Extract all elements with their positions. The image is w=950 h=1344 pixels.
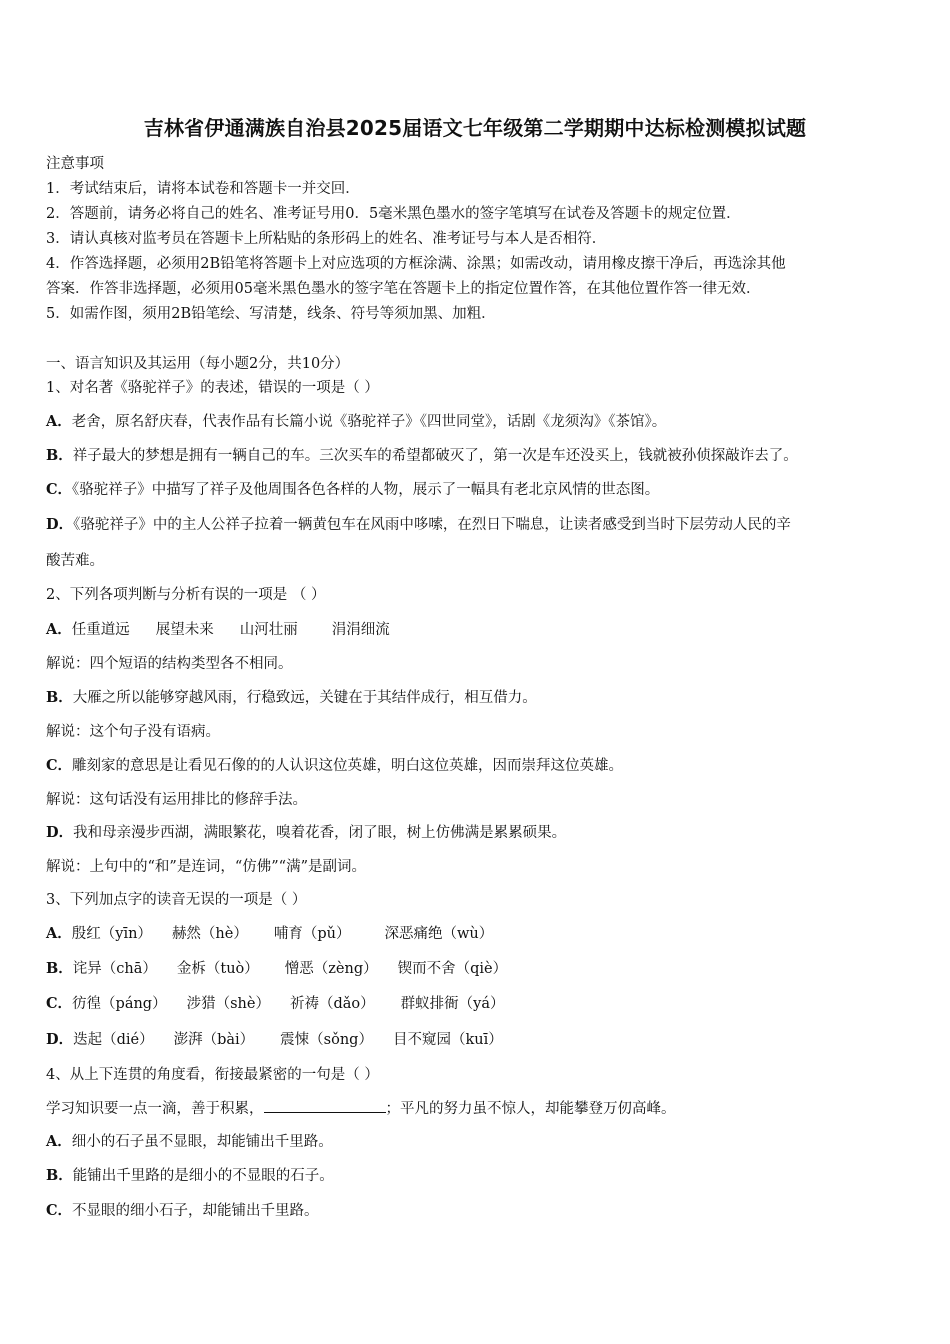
option-text: 大雁之所以能够穿越风雨，行稳致远，关键在于其结伴成行，相互借力。: [72, 690, 537, 706]
q1-stem: 1、对名著《骆驼祥子》的表述，错误的一项是（ ）: [46, 380, 379, 396]
q2-note-b: 解说：这个句子没有语病。: [46, 724, 220, 740]
option-text: 我和母亲漫步西湖，满眼繁花，嗅着花香，闭了眼，树上仿佛满是累累硕果。: [73, 825, 567, 841]
word: 展望未来: [155, 622, 214, 638]
q2-note-c: 解说：这句话没有运用排比的修辞手法。: [46, 792, 307, 808]
option-label: B．: [46, 447, 73, 464]
word: 金柝（tuò）: [176, 961, 259, 977]
option-label: D．: [46, 1031, 74, 1048]
notice-item-2: 2．答题前，请务必将自己的姓名、准考证号用0．5毫米黑色墨水的签字笔填写在试卷及答题卡的规定位置．: [46, 206, 741, 222]
option-label: A．: [46, 925, 72, 942]
word: 哺育（pǔ）: [273, 926, 351, 942]
sentence-pre: 学习知识要一点一滴，善于积累，: [46, 1101, 264, 1117]
option-text: 《骆驼祥子》中描写了祥子及他周围各色各样的人物，展示了一幅具有老北京风情的世态图。: [72, 482, 660, 498]
sentence-post: ；平凡的努力虽不惊人，却能攀登万仞高峰。: [385, 1101, 676, 1117]
q3-stem: 3、下列加点字的读音无误的一项是（ ）: [46, 892, 307, 908]
word: 涉猎（shè）: [186, 996, 270, 1012]
notice-item-1: 1．考试结束后，请将本试卷和答题卡一并交回．: [46, 181, 360, 197]
word: 山河壮丽: [239, 622, 298, 638]
q3-option-c: [46, 992, 504, 1013]
word: 澎湃（bài）: [173, 1032, 255, 1048]
q4-sentence: [46, 1097, 676, 1118]
word: 锲而不舍（qiè）: [397, 961, 508, 977]
word: 目不窥园（kuī）: [392, 1032, 503, 1048]
option-text: 能铺出千里路的是细小的不显眼的石子。: [72, 1168, 334, 1184]
option-label: B．: [46, 1167, 73, 1184]
q1-option-b: [46, 444, 798, 465]
notice-item-4-cont: 答案．作答非选择题，必须用05毫米黑色墨水的签字笔在答题卡上的指定位置作答，在其他位置作答一律无效．: [46, 281, 761, 297]
word: 祈祷（dǎo）: [289, 996, 375, 1012]
q1-option-c: [46, 478, 659, 499]
option-text: 细小的石子虽不显眼，却能铺出千里路。: [71, 1134, 333, 1150]
option-text: 雕刻家的意思是让看见石像的的人认识这位英雄，明白这位英雄，因而崇拜这位英雄。: [72, 758, 624, 774]
q1-option-d: [46, 513, 791, 534]
option-text: 不显眼的细小石子，却能铺出千里路。: [72, 1203, 319, 1219]
word: 震悚（sǒng）: [280, 1032, 373, 1048]
q1-option-d-cont: 酸苦难。: [46, 553, 104, 569]
q4-option-b: [46, 1164, 334, 1185]
notice-item-3: 3．请认真核对监考员在答题卡上所粘贴的条形码上的姓名、准考证号与本人是否相符．: [46, 231, 607, 247]
exam-title: 吉林省伊通满族自治县2025届语文七年级第二学期期中达标检测模拟试题: [143, 116, 807, 140]
option-label: B．: [46, 960, 73, 977]
q3-option-b: [46, 957, 507, 978]
option-label: C．: [46, 995, 73, 1012]
q2-note-d: 解说：上句中的“和”是连词，“仿佛”“满”是副词。: [46, 859, 366, 875]
word: 憎恶（zèng）: [284, 961, 378, 977]
q2-stem: 2、下列各项判断与分析有误的一项是 （ ）: [46, 587, 326, 603]
section-heading: 一、语言知识及其运用（每小题2分，共10分）: [46, 356, 350, 372]
option-label: C．: [46, 1202, 73, 1219]
q4-option-c: [46, 1199, 319, 1220]
option-label: A．: [46, 621, 72, 638]
q3-option-a: [46, 922, 493, 943]
word: 诧异（chā）: [72, 961, 157, 977]
word: 赫然（hè）: [171, 926, 248, 942]
q4-stem: 4、从上下连贯的角度看，衔接最紧密的一句是（ ）: [46, 1067, 379, 1083]
q2-option-a: [46, 618, 390, 639]
notice-heading: 注意事项: [46, 156, 104, 172]
word: 深恶痛绝（wù）: [384, 926, 494, 942]
word: 任重道远: [71, 622, 130, 638]
word: 涓涓细流: [331, 622, 390, 638]
q2-note-a: 解说：四个短语的结构类型各不相同。: [46, 656, 293, 672]
option-label: A．: [46, 1133, 72, 1150]
word: 殷红（yīn）: [71, 926, 152, 942]
option-label: C．: [46, 757, 73, 774]
answer-blank: [264, 1100, 386, 1113]
word: 群蚁排衙（yá）: [400, 996, 505, 1012]
q3-option-d: [46, 1028, 503, 1049]
notice-item-5: 5．如需作图，须用2B铅笔绘、写清楚，线条、符号等须加黑、加粗．: [46, 306, 496, 322]
option-text: 《骆驼祥子》中的主人公祥子拉着一辆黄包车在风雨中哆嗦，在烈日下喘息，让读者感受到当时下层劳动人民的辛: [73, 517, 791, 533]
option-text: 祥子最大的梦想是拥有一辆自己的车。三次买车的希望都破灭了，第一次是车还没买上，钱就被孙侦探敲诈去了。: [72, 448, 798, 464]
notice-item-4: 4．作答选择题，必须用2B铅笔将答题卡上对应选项的方框涂满、涂黑；如需改动，请用橡皮擦干净后，再选涂其他: [46, 256, 786, 272]
option-label: D．: [46, 824, 74, 841]
option-label: A．: [46, 413, 72, 430]
q2-option-b: [46, 686, 537, 707]
option-text: 老舍，原名舒庆春，代表作品有长篇小说《骆驼祥子》《四世同堂》，话剧《龙须沟》《茶馆》。: [71, 414, 667, 430]
word: 彷徨（páng）: [72, 996, 167, 1012]
option-label: C．: [46, 481, 73, 498]
q2-option-c: [46, 754, 623, 775]
q1-option-a: [46, 410, 666, 431]
word: 迭起（dié）: [73, 1032, 154, 1048]
q4-option-a: [46, 1130, 333, 1151]
option-label: B．: [46, 689, 73, 706]
q2-option-d: [46, 821, 566, 842]
option-label: D．: [46, 516, 74, 533]
